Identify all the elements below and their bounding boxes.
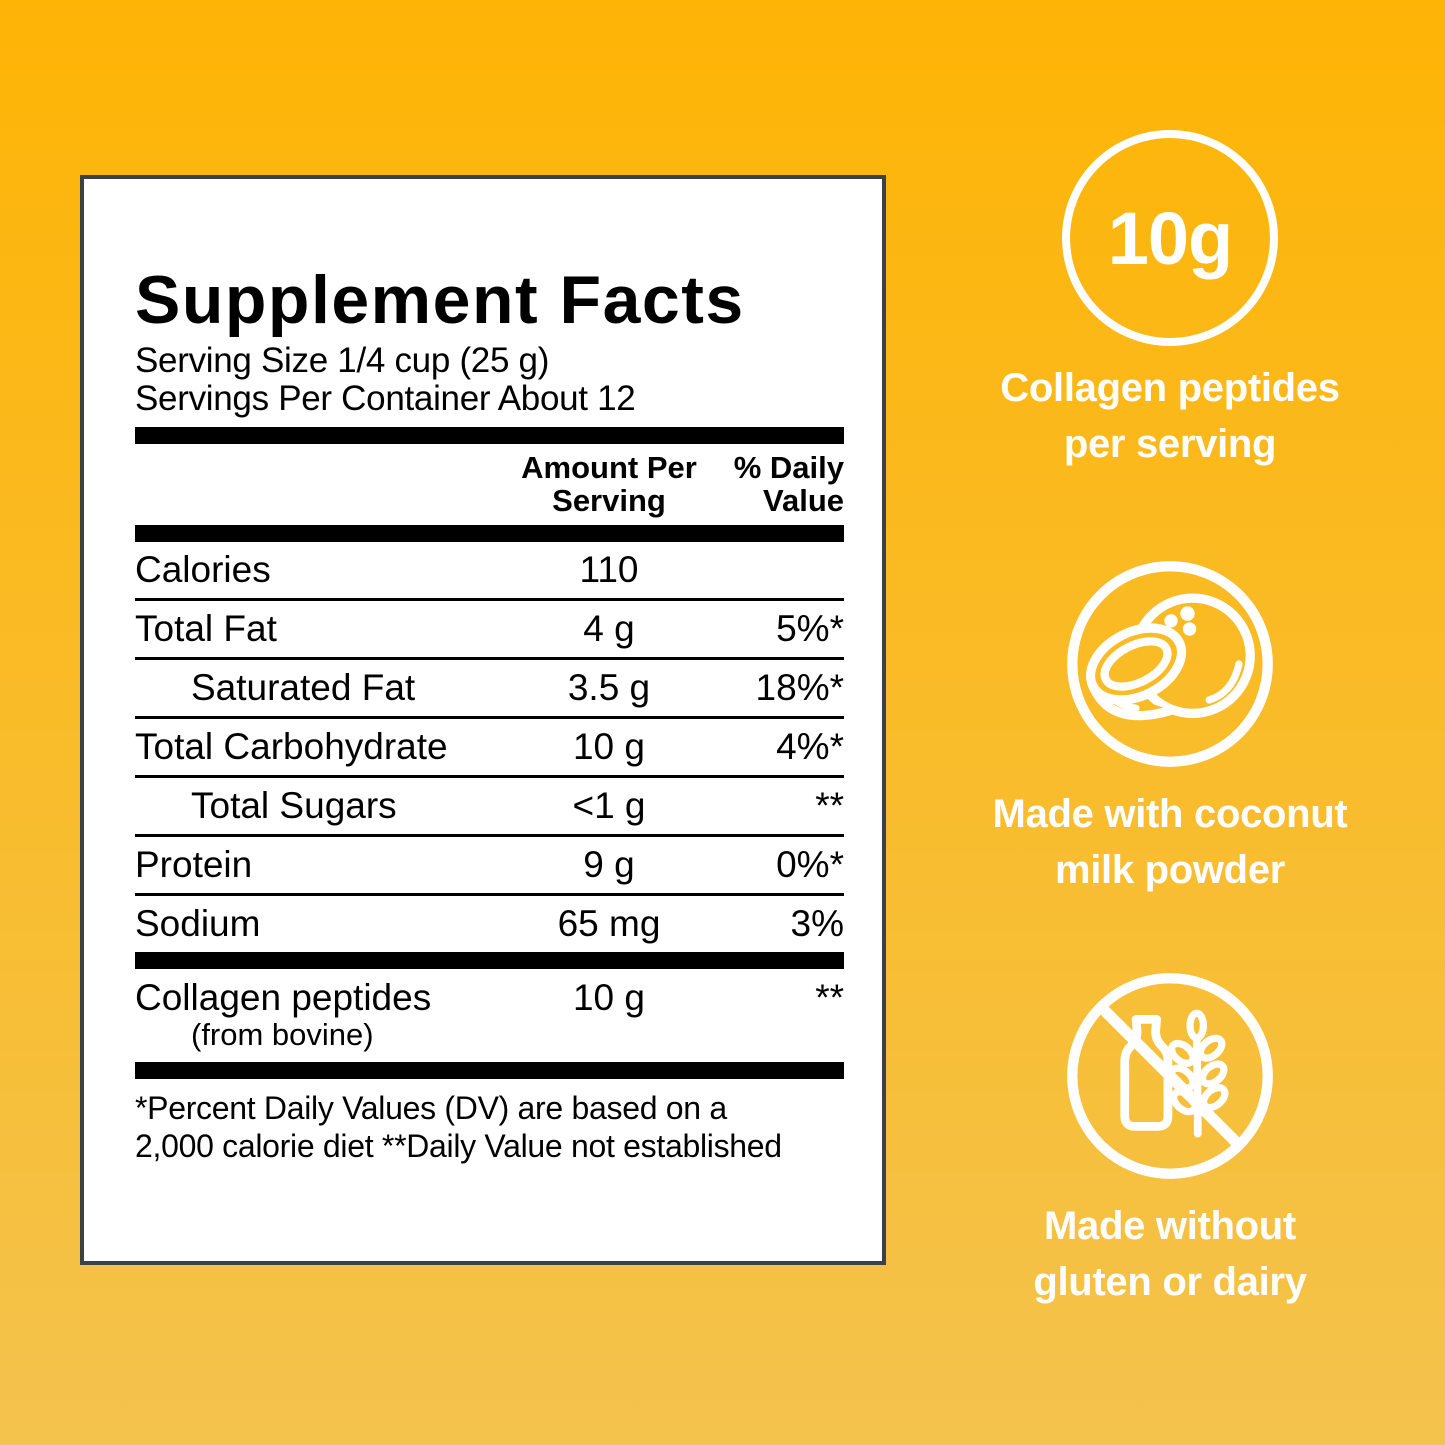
table-row-saturated-fat: [135, 657, 844, 716]
divider-bar: [135, 525, 844, 542]
caption-line2: per serving: [1063, 422, 1277, 466]
supplement-label: [84, 179, 882, 1165]
footnote-line2: 2,000 calorie diet **Daily Value not established: [135, 1128, 782, 1164]
nutrient-name: Total Sugars: [191, 785, 397, 826]
nutrient-amount: 4 g: [583, 608, 635, 649]
amount-per-serving-header: [494, 451, 724, 517]
serving-info: [135, 342, 844, 418]
serving-size: Serving Size 1/4 cup (25 g): [135, 341, 550, 380]
collagen-name-block: [135, 977, 494, 1052]
divider-bar: [135, 952, 844, 969]
nutrient-name: Collagen peptides: [135, 977, 432, 1018]
nutrient-amount: 9 g: [583, 844, 635, 885]
nutrient-name: Total Fat: [135, 608, 277, 649]
column-header-row: [135, 444, 844, 525]
nutrition-table: [135, 542, 844, 952]
supplement-card: [80, 175, 886, 1265]
divider-bar: [135, 427, 844, 444]
caption-line1: Made with coconut: [992, 792, 1348, 836]
nutrient-amount: 110: [579, 549, 639, 590]
table-row-total-fat: [135, 598, 844, 657]
nutrient-amount: 65 mg: [557, 903, 661, 944]
nutrient-amount: <1 g: [572, 785, 646, 826]
table-row-calories: [135, 542, 844, 598]
feature-no-gluten-dairy: [930, 968, 1410, 1310]
table-row-collagen-peptides: [135, 969, 844, 1062]
nutrient-dv: 5%*: [776, 608, 844, 649]
nutrient-name: Saturated Fat: [191, 667, 416, 708]
nutrient-name: Calories: [135, 549, 271, 590]
amount-header-line1: Amount Per: [521, 450, 697, 485]
dv-header-line2: Value: [763, 483, 844, 518]
footnote: [135, 1089, 844, 1165]
collagen-source: (from bovine): [191, 1017, 374, 1052]
nutrient-dv: 3%: [790, 903, 844, 944]
feature-coconut: [930, 556, 1410, 898]
nutrient-dv: 4%*: [776, 726, 844, 767]
divider-bar: [135, 1062, 844, 1079]
percent-daily-value-header: [724, 451, 844, 517]
servings-per-container: Servings Per Container About 12: [135, 379, 636, 418]
nutrient-dv: **: [815, 785, 844, 826]
table-row-sodium: [135, 893, 844, 952]
nutrient-name: Protein: [135, 844, 253, 885]
table-row-total-sugars: [135, 775, 844, 834]
nutrient-dv: **: [815, 977, 844, 1018]
footnote-line1: *Percent Daily Values (DV) are based on a: [135, 1090, 727, 1126]
feature-caption: [993, 786, 1348, 898]
collagen-amount-badge: 10g: [1107, 196, 1233, 280]
coconut-icon: [1062, 556, 1278, 772]
nutrient-dv: 0%*: [776, 844, 844, 885]
nutrient-name: Sodium: [135, 903, 261, 944]
dv-header-line1: % Daily: [733, 450, 844, 485]
caption-line2: gluten or dairy: [1033, 1260, 1307, 1304]
no-gluten-dairy-icon: [1062, 968, 1278, 1184]
supplement-facts-title: Supplement Facts: [135, 262, 745, 338]
feature-collagen: [930, 130, 1410, 472]
nutrient-dv: 18%*: [755, 667, 844, 708]
caption-line1: Collagen peptides: [1000, 366, 1340, 410]
nutrient-amount: 3.5 g: [567, 667, 651, 708]
amount-header-line2: Serving: [552, 483, 666, 518]
table-row-protein: [135, 834, 844, 893]
nutrient-name: Total Carbohydrate: [135, 726, 448, 767]
nutrient-amount: 10 g: [572, 977, 645, 1018]
caption-line2: milk powder: [1054, 848, 1286, 892]
feature-caption: [1033, 1198, 1306, 1310]
table-row-total-carbohydrate: [135, 716, 844, 775]
caption-line1: Made without: [1044, 1204, 1296, 1248]
nutrient-amount: 10 g: [572, 726, 645, 767]
collagen-badge-circle-icon: [1062, 130, 1278, 346]
feature-caption: [1000, 360, 1339, 472]
